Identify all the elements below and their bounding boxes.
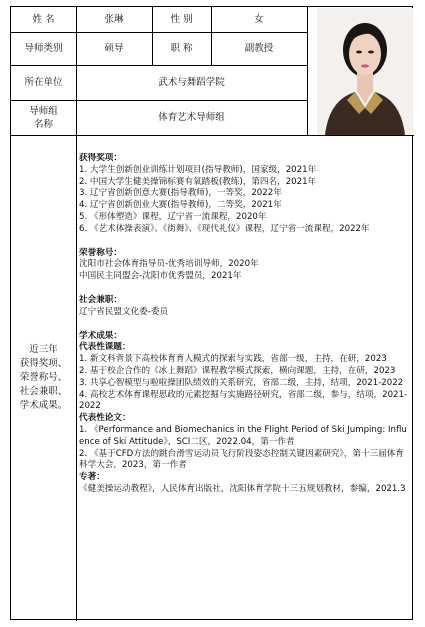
awards-title: 获得奖项： [79,153,122,163]
books-title: 专著： [79,472,105,483]
papers-title: 代表性论文： [79,413,131,424]
honors-title: 荣誉称号： [79,247,122,258]
award-item: 2. 中国大学生健美操锦标赛有氧踏板(教练)，第四名，2021年 [79,176,317,187]
project-item: 3. 共享心智模型与啦啦操团队绩效的关系研究，省部二级，主持，结项，2021-2022 [79,377,404,388]
group-value: 体育艺术导师组 [158,112,225,123]
honor-item: 中国民主同盟会-沈阳市优秀盟员，2021年 [79,271,242,282]
award-item: 4. 辽宁省创新创业大赛(指导教师)，二等奖，2021年 [79,200,282,211]
achievements-content [79,153,409,619]
title-value: 副教授 [244,43,274,54]
award-item: 5. 《形体塑造》课程，辽宁省一流课程，2020年 [79,211,267,222]
project-item: 1. 新文科背景下高校体育育人模式的探索与实践，省部一级，主持，在研，2023 [79,354,387,365]
name-value: 张琳 [104,14,124,25]
honor-item: 沈阳市社会体育指导员-优秀培训导师，2020年 [79,259,259,270]
mentor-info-table [10,6,413,620]
project-item: 2. 基于校企合作的《冰上舞蹈》课程教学模式探索，横向课题，主持，在研，2023 [79,365,396,376]
paper-item: 2. 《基于CFD方法的跳台滑雪运动员飞行阶段姿态控制关键因素研究》，第十三届体育科学大会，2023，第一作者 [79,448,404,471]
gender-value: 女 [254,14,264,25]
academic-title: 学术成果： [79,330,122,341]
award-item: 6. 《艺术体操表演》、《街舞》、《现代礼仪》课程，辽宁省一流课程，2022年 [79,223,370,234]
mentor-type-value: 硕导 [104,43,124,54]
portrait-photo [317,8,413,135]
name-label: 姓 名 [32,14,55,25]
paper-item: 1. 《Performance and Biomechanics in the Flight Period of Ski Jumping: Influence of Ski Attitude》，SCI二区，2022.04，第一作者 [79,424,407,447]
mentor-type-label: 导师类别 [24,43,63,54]
project-item: 4. 高校艺术体育课程思政的元素挖掘与实施路径研究，省部二级，参与，结项，2021-2022 [79,389,408,412]
unit-value: 武术与舞蹈学院 [158,77,225,88]
unit-label: 所在单位 [24,77,63,88]
award-item: 1. 大学生创新创业训练计划项目(指导教师)，国家级，2021年 [79,164,317,175]
portrait-icon [317,8,413,135]
side-label: 近三年 获得奖项、 荣誉称号、 社会兼职、 学术成果。 [19,344,68,411]
social-item: 辽宁省民盟文化委-委员 [79,306,169,317]
award-item: 3. 辽宁省创新创意大赛(指导教师)，一等奖，2022年 [79,188,282,199]
social-title: 社会兼职： [79,294,122,305]
group-label: 导师组 名称 [29,105,58,130]
title-label: 职 称 [170,43,193,54]
book-item: 《健美操运动教程》，人民体育出版社，沈阳体育学院十三五规划教材，参编，2021.3 [79,483,406,494]
projects-title: 代表性课题： [79,342,131,353]
gender-label: 性 别 [170,14,193,25]
